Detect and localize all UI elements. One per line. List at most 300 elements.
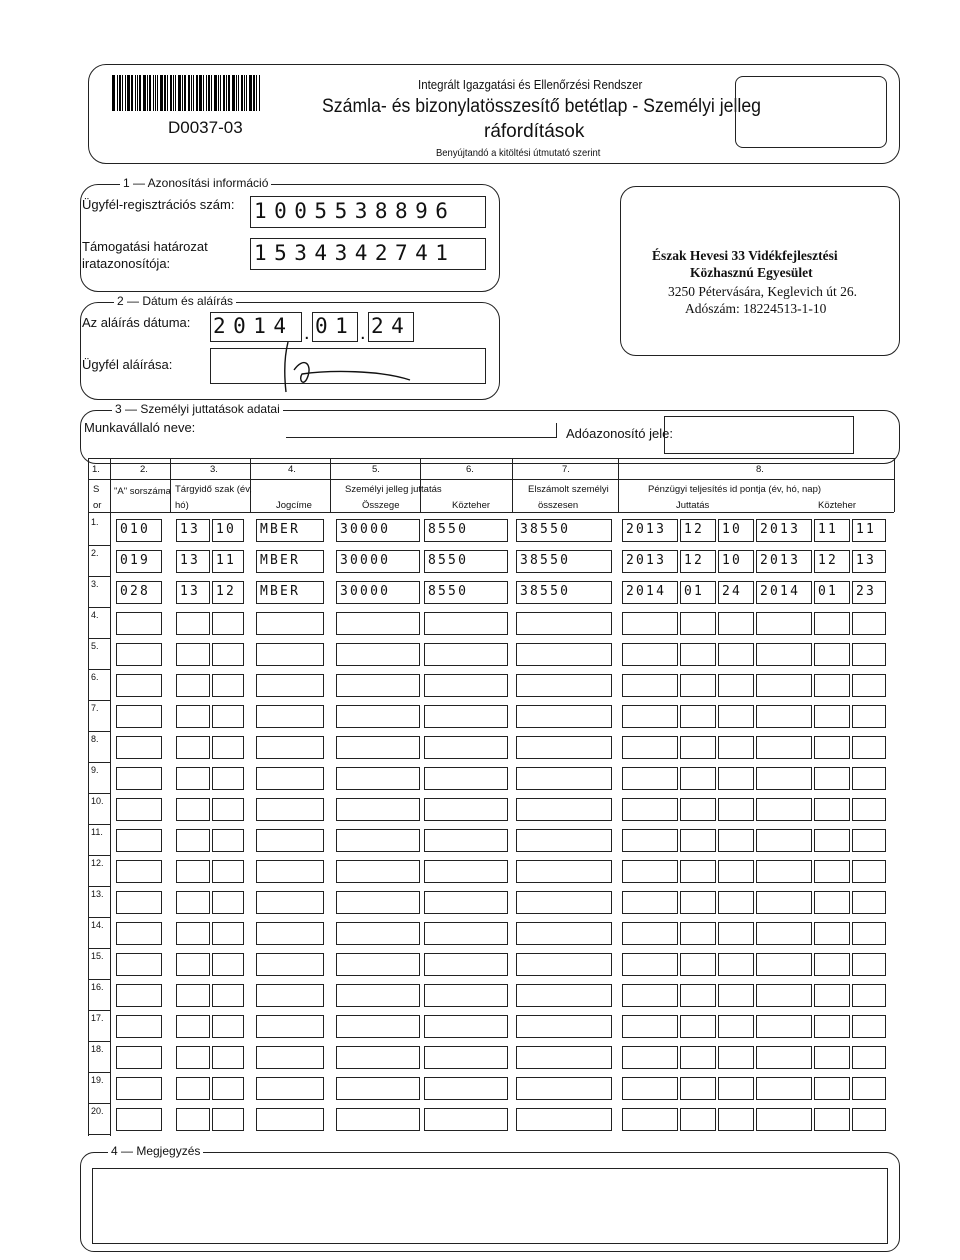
benefit-date-month-cell[interactable]: 12 [680,550,716,573]
charge-date-day-cell[interactable] [852,767,886,790]
charge-date-month-cell[interactable] [814,1046,850,1069]
charge-date-day-cell[interactable] [852,860,886,883]
legal-basis-cell[interactable] [256,798,324,821]
row-rule [88,576,110,577]
employer-field[interactable] [286,423,557,438]
day-value: 24 [371,314,412,338]
row-number: 13. [91,889,104,899]
benefit-date-year-cell[interactable] [622,612,678,635]
amount-cell[interactable] [336,953,420,976]
benefit-date-day-cell[interactable] [718,984,754,1007]
public-charge-cell[interactable] [424,736,508,759]
public-charge-cell[interactable] [424,798,508,821]
charge-date-year-cell[interactable] [756,798,812,821]
total-cell[interactable] [516,860,612,883]
header-divider [618,458,619,512]
benefit-date-month-cell[interactable] [680,643,716,666]
amount-cell[interactable] [336,643,420,666]
charge-date-year-cell[interactable] [756,922,812,945]
amount-cell[interactable] [336,798,420,821]
public-charge-cell[interactable] [424,612,508,635]
legal-basis-cell[interactable] [256,705,324,728]
charge-date-month-cell[interactable] [814,891,850,914]
charge-date-month-cell[interactable] [814,767,850,790]
charge-date-month-cell[interactable] [814,953,850,976]
period-year-cell[interactable] [176,891,210,914]
legal-basis-cell[interactable] [256,860,324,883]
amount-cell[interactable] [336,1108,420,1131]
total-cell[interactable] [516,736,612,759]
header-divider [88,458,89,512]
public-charge-cell[interactable] [424,705,508,728]
benefit-date-year-cell[interactable] [622,798,678,821]
legal-basis-cell[interactable] [256,612,324,635]
amount-cell[interactable] [336,1015,420,1038]
benefit-date-year-cell[interactable] [622,922,678,945]
public-charge-cell[interactable] [424,1108,508,1131]
total-cell[interactable] [516,1015,612,1038]
column-number: 6. [466,464,474,475]
a-number-cell[interactable]: 028 [116,581,162,604]
amount-cell[interactable]: 30000 [336,550,420,573]
legal-basis-cell[interactable] [256,1108,324,1131]
period-month-cell[interactable] [212,767,244,790]
charge-date-day-cell[interactable] [852,953,886,976]
total-cell[interactable] [516,984,612,1007]
stamp-line-1: Észak Hevesi 33 Vidékfejlesztési [652,248,838,263]
a-number-cell[interactable]: 019 [116,550,162,573]
col-header-payment-date: Pénzügyi teljesítés id pontja (év, hó, nap) [648,484,822,495]
legal-basis-cell[interactable] [256,922,324,945]
a-number-cell[interactable] [116,922,162,945]
charge-date-year-cell[interactable] [756,612,812,635]
benefit-date-year-cell[interactable] [622,674,678,697]
period-month-cell[interactable] [212,736,244,759]
benefit-date-day-cell[interactable]: 24 [718,581,754,604]
charge-date-day-cell[interactable] [852,798,886,821]
row-rule [88,669,110,670]
a-number-cell[interactable] [116,1046,162,1069]
benefit-date-year-cell[interactable] [622,643,678,666]
charge-date-day-cell[interactable] [852,674,886,697]
row-number-divider [110,512,111,1136]
benefit-date-day-cell[interactable] [718,1015,754,1038]
client-reg-label: Ügyfél-regisztrációs szám: [82,197,235,212]
benefit-date-day-cell[interactable] [718,953,754,976]
charge-date-year-cell[interactable] [756,1015,812,1038]
period-year-cell[interactable] [176,1046,210,1069]
benefit-date-day-cell[interactable] [718,1046,754,1069]
charge-date-year-cell[interactable] [756,643,812,666]
charge-date-day-cell[interactable] [852,705,886,728]
charge-date-day-cell[interactable] [852,643,886,666]
legal-basis-cell[interactable] [256,891,324,914]
period-year-cell[interactable] [176,736,210,759]
benefit-date-month-cell[interactable] [680,1077,716,1100]
period-month-cell[interactable] [212,860,244,883]
barcode [112,75,261,111]
amount-cell[interactable] [336,984,420,1007]
charge-date-day-cell[interactable] [852,1046,886,1069]
period-year-cell[interactable] [176,829,210,852]
col-header-payment-charge: Közteher [818,500,857,511]
legal-basis-cell[interactable] [256,643,324,666]
benefit-date-day-cell[interactable] [718,674,754,697]
row-rule [88,638,110,639]
charge-date-month-cell[interactable] [814,705,850,728]
amount-cell[interactable] [336,829,420,852]
benefit-date-month-cell[interactable] [680,953,716,976]
office-use-box [735,76,887,148]
benefit-date-month-cell[interactable] [680,860,716,883]
benefit-date-month-cell[interactable] [680,984,716,1007]
a-number-cell[interactable] [116,736,162,759]
charge-date-day-cell[interactable] [852,829,886,852]
total-cell[interactable] [516,798,612,821]
amount-cell[interactable] [336,860,420,883]
benefit-date-month-cell[interactable] [680,891,716,914]
period-month-cell[interactable] [212,612,244,635]
charge-date-year-cell[interactable] [756,705,812,728]
charge-date-month-cell[interactable] [814,984,850,1007]
benefit-date-year-cell[interactable]: 2013 [622,550,678,573]
period-month-cell[interactable] [212,829,244,852]
charge-date-year-cell[interactable] [756,860,812,883]
charge-date-month-cell[interactable] [814,922,850,945]
period-year-cell[interactable] [176,767,210,790]
charge-date-month-cell[interactable] [814,1077,850,1100]
benefit-date-day-cell[interactable] [718,922,754,945]
benefit-date-month-cell[interactable] [680,1015,716,1038]
benefit-date-year-cell[interactable] [622,1108,678,1131]
row-number: 18. [91,1044,104,1054]
row-number: 1. [91,517,99,527]
period-year-cell[interactable]: 13 [176,550,210,573]
row-number: 15. [91,951,104,961]
row-number: 5. [91,641,99,651]
benefit-date-month-cell[interactable] [680,798,716,821]
public-charge-cell[interactable] [424,643,508,666]
period-year-cell[interactable] [176,984,210,1007]
period-month-cell[interactable] [212,798,244,821]
period-month-cell[interactable] [212,674,244,697]
period-year-cell[interactable] [176,953,210,976]
benefit-date-month-cell[interactable] [680,767,716,790]
total-cell[interactable] [516,891,612,914]
total-cell[interactable] [516,922,612,945]
charge-date-day-cell[interactable]: 11 [852,519,886,542]
a-number-cell[interactable] [116,1015,162,1038]
a-number-cell[interactable] [116,860,162,883]
benefit-date-month-cell[interactable] [680,922,716,945]
total-cell[interactable] [516,674,612,697]
col-header-a-number: "A" sorszáma [114,486,171,497]
total-cell[interactable] [516,643,612,666]
charge-date-day-cell[interactable] [852,891,886,914]
charge-date-year-cell[interactable]: 2013 [756,550,812,573]
charge-date-day-cell[interactable]: 13 [852,550,886,573]
charge-date-day-cell[interactable] [852,984,886,1007]
section1-title: 1 — Azonosítási információ [120,176,271,190]
charge-date-month-cell[interactable] [814,1108,850,1131]
legal-basis-cell[interactable] [256,1046,324,1069]
row-number: 3. [91,579,99,589]
benefit-date-month-cell[interactable]: 01 [680,581,716,604]
benefit-date-year-cell[interactable] [622,1077,678,1100]
benefit-date-day-cell[interactable] [718,829,754,852]
column-number: 1. [92,464,100,475]
benefit-date-month-cell[interactable] [680,1108,716,1131]
total-cell[interactable] [516,705,612,728]
period-year-cell[interactable] [176,860,210,883]
a-number-cell[interactable] [116,829,162,852]
benefit-date-year-cell[interactable] [622,736,678,759]
signature [270,340,440,394]
charge-date-day-cell[interactable] [852,1015,886,1038]
decision-label-2: iratazonosítója: [82,256,171,271]
total-cell[interactable] [516,612,612,635]
benefit-date-year-cell[interactable]: 2013 [622,519,678,542]
total-cell[interactable] [516,953,612,976]
amount-cell[interactable] [336,705,420,728]
charge-date-year-cell[interactable] [756,674,812,697]
period-year-cell[interactable] [176,798,210,821]
column-number: 8. [756,464,764,475]
benefit-date-day-cell[interactable] [718,1108,754,1131]
legal-basis-cell[interactable] [256,953,324,976]
period-month-cell[interactable] [212,953,244,976]
charge-date-month-cell[interactable] [814,674,850,697]
a-number-cell[interactable]: 010 [116,519,162,542]
total-cell[interactable]: 38550 [516,519,612,542]
benefit-date-day-cell[interactable] [718,736,754,759]
benefit-date-year-cell[interactable] [622,1046,678,1069]
charge-date-year-cell[interactable] [756,891,812,914]
period-month-cell[interactable] [212,1015,244,1038]
period-year-cell[interactable] [176,612,210,635]
a-number-cell[interactable] [116,798,162,821]
charge-date-year-cell[interactable] [756,829,812,852]
legal-basis-cell[interactable] [256,1077,324,1100]
amount-cell[interactable]: 30000 [336,519,420,542]
charge-date-month-cell[interactable] [814,798,850,821]
public-charge-cell[interactable] [424,1077,508,1100]
legal-basis-cell[interactable] [256,736,324,759]
total-cell[interactable] [516,1077,612,1100]
legal-basis-cell[interactable] [256,674,324,697]
public-charge-cell[interactable] [424,674,508,697]
legal-basis-cell[interactable] [256,1015,324,1038]
benefit-date-day-cell[interactable] [718,1077,754,1100]
benefit-date-month-cell[interactable] [680,736,716,759]
a-number-cell[interactable] [116,953,162,976]
a-number-cell[interactable] [116,705,162,728]
period-month-cell[interactable]: 11 [212,550,244,573]
benefit-date-month-cell[interactable]: 12 [680,519,716,542]
public-charge-cell[interactable] [424,767,508,790]
charge-date-year-cell[interactable] [756,736,812,759]
benefit-date-month-cell[interactable] [680,612,716,635]
benefit-date-month-cell[interactable] [680,705,716,728]
charge-date-month-cell[interactable] [814,736,850,759]
benefit-date-day-cell[interactable]: 10 [718,550,754,573]
period-month-cell[interactable] [212,643,244,666]
public-charge-cell[interactable] [424,953,508,976]
total-cell[interactable] [516,1046,612,1069]
period-month-cell[interactable] [212,1108,244,1131]
public-charge-cell[interactable] [424,891,508,914]
col-header-payment-benefit: Juttatás [676,500,710,511]
public-charge-cell[interactable] [424,922,508,945]
amount-cell[interactable] [336,767,420,790]
period-month-cell[interactable] [212,891,244,914]
public-charge-cell[interactable] [424,860,508,883]
period-year-cell[interactable]: 13 [176,519,210,542]
legal-basis-cell[interactable] [256,767,324,790]
a-number-cell[interactable] [116,767,162,790]
date-dot-2: . [360,322,366,344]
total-cell[interactable] [516,1108,612,1131]
benefit-date-day-cell[interactable] [718,798,754,821]
row-number: 10. [91,796,104,806]
public-charge-cell[interactable] [424,984,508,1007]
benefit-date-year-cell[interactable] [622,860,678,883]
col-header-row-no: S [93,484,100,495]
charge-date-year-cell[interactable]: 2013 [756,519,812,542]
period-month-cell[interactable]: 10 [212,519,244,542]
amount-cell[interactable] [336,612,420,635]
charge-date-year-cell[interactable] [756,767,812,790]
charge-date-month-cell[interactable]: 11 [814,519,850,542]
charge-date-month-cell[interactable] [814,860,850,883]
legal-basis-cell[interactable]: MBER [256,581,324,604]
benefit-date-year-cell[interactable] [622,829,678,852]
public-charge-cell[interactable]: 8550 [424,581,508,604]
benefit-date-day-cell[interactable]: 10 [718,519,754,542]
benefit-date-year-cell[interactable] [622,984,678,1007]
amount-cell[interactable]: 30000 [336,581,420,604]
period-year-cell[interactable] [176,1108,210,1131]
charge-date-day-cell[interactable] [852,1077,886,1100]
tax-id-field[interactable] [664,416,854,454]
benefit-date-year-cell[interactable]: 2014 [622,581,678,604]
benefit-date-year-cell[interactable] [622,767,678,790]
charge-date-month-cell[interactable] [814,643,850,666]
amount-cell[interactable] [336,922,420,945]
charge-date-day-cell[interactable] [852,612,886,635]
legal-basis-cell[interactable] [256,984,324,1007]
benefit-date-day-cell[interactable] [718,860,754,883]
period-year-cell[interactable] [176,705,210,728]
legal-basis-cell[interactable]: MBER [256,519,324,542]
benefit-date-month-cell[interactable] [680,829,716,852]
row-number: 7. [91,703,99,713]
benefit-date-day-cell[interactable] [718,705,754,728]
benefit-date-year-cell[interactable] [622,705,678,728]
charge-date-month-cell[interactable]: 01 [814,581,850,604]
period-year-cell[interactable]: 13 [176,581,210,604]
charge-date-day-cell[interactable] [852,922,886,945]
a-number-cell[interactable] [116,612,162,635]
benefit-date-day-cell[interactable] [718,612,754,635]
total-cell[interactable]: 38550 [516,550,612,573]
benefit-date-day-cell[interactable] [718,643,754,666]
charge-date-year-cell[interactable]: 2014 [756,581,812,604]
public-charge-cell[interactable] [424,1046,508,1069]
charge-date-year-cell[interactable] [756,984,812,1007]
a-number-cell[interactable] [116,984,162,1007]
charge-date-month-cell[interactable]: 12 [814,550,850,573]
col-header-period: Tárgyidő szak (év, [175,484,252,495]
row-rule [88,1134,110,1135]
amount-cell[interactable] [336,674,420,697]
public-charge-cell[interactable]: 8550 [424,550,508,573]
charge-date-day-cell[interactable] [852,1108,886,1131]
charge-date-day-cell[interactable] [852,736,886,759]
period-year-cell[interactable] [176,1077,210,1100]
legal-basis-cell[interactable]: MBER [256,550,324,573]
amount-cell[interactable] [336,1046,420,1069]
amount-cell[interactable] [336,736,420,759]
public-charge-cell[interactable] [424,1015,508,1038]
a-number-cell[interactable] [116,1077,162,1100]
section2-title: 2 — Dátum és aláírás [114,294,236,308]
period-month-cell[interactable] [212,705,244,728]
amount-cell[interactable] [336,1077,420,1100]
benefit-date-day-cell[interactable] [718,891,754,914]
legal-basis-cell[interactable] [256,829,324,852]
public-charge-cell[interactable]: 8550 [424,519,508,542]
total-cell[interactable]: 38550 [516,581,612,604]
charge-date-year-cell[interactable] [756,953,812,976]
signature-label: Ügyfél aláírása: [82,357,173,372]
charge-date-year-cell[interactable] [756,1108,812,1131]
period-year-cell[interactable] [176,643,210,666]
column-number: 7. [562,464,570,475]
benefit-date-month-cell[interactable] [680,1046,716,1069]
period-month-cell[interactable]: 12 [212,581,244,604]
a-number-cell[interactable] [116,674,162,697]
a-number-cell[interactable] [116,1108,162,1131]
period-month-cell[interactable] [212,1046,244,1069]
charge-date-month-cell[interactable] [814,1015,850,1038]
charge-date-day-cell[interactable]: 23 [852,581,886,604]
period-year-cell[interactable] [176,1015,210,1038]
a-number-cell[interactable] [116,643,162,666]
period-year-cell[interactable] [176,922,210,945]
charge-date-month-cell[interactable] [814,612,850,635]
charge-date-year-cell[interactable] [756,1046,812,1069]
period-month-cell[interactable] [212,1077,244,1100]
total-cell[interactable] [516,767,612,790]
charge-date-month-cell[interactable] [814,829,850,852]
charge-date-year-cell[interactable] [756,1077,812,1100]
amount-cell[interactable] [336,891,420,914]
benefit-date-day-cell[interactable] [718,767,754,790]
a-number-cell[interactable] [116,891,162,914]
benefit-date-year-cell[interactable] [622,891,678,914]
benefit-date-year-cell[interactable] [622,1015,678,1038]
public-charge-cell[interactable] [424,829,508,852]
col-header-total-2: összesen [538,500,579,511]
remark-field[interactable] [92,1168,888,1244]
period-month-cell[interactable] [212,984,244,1007]
total-cell[interactable] [516,829,612,852]
benefit-date-month-cell[interactable] [680,674,716,697]
benefit-date-year-cell[interactable] [622,953,678,976]
period-year-cell[interactable] [176,674,210,697]
period-month-cell[interactable] [212,922,244,945]
